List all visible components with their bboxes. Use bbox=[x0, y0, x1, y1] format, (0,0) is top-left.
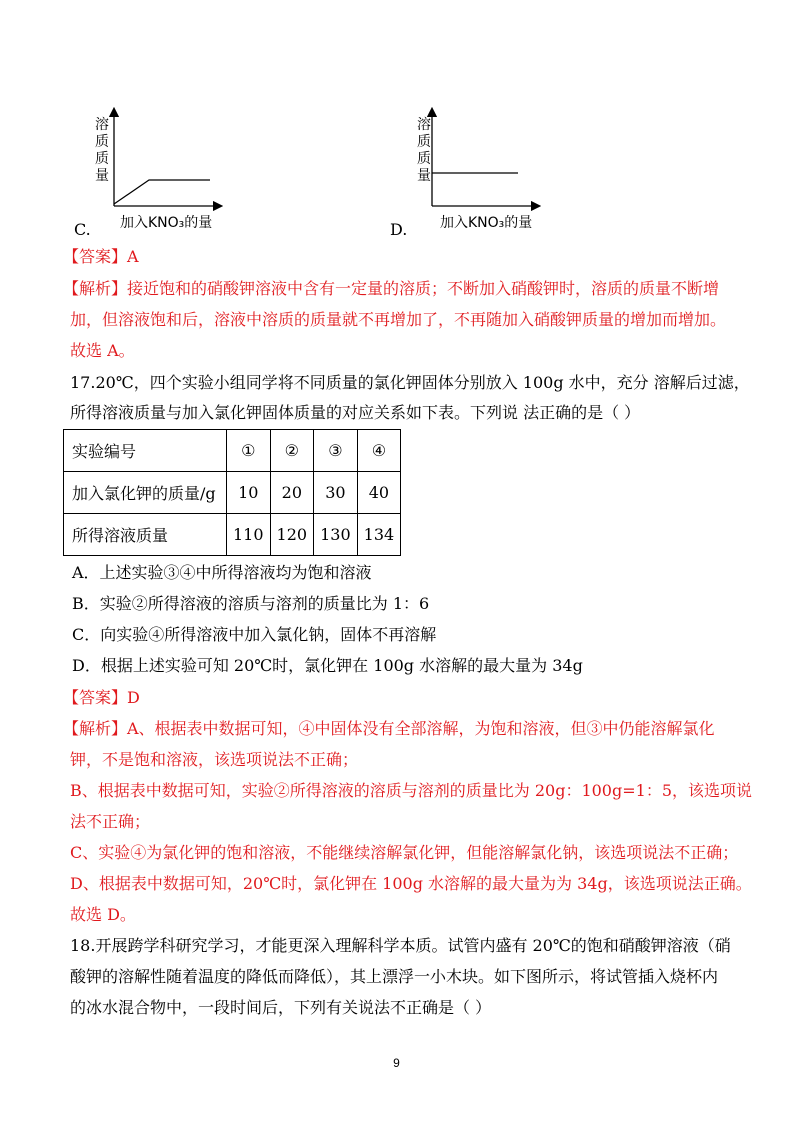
q16-answer: 【答案】A bbox=[63, 247, 139, 266]
table-header-cell: ② bbox=[270, 430, 314, 472]
graph-c-ylabel: 溶质质量 bbox=[95, 117, 109, 184]
graph-option-c bbox=[72, 100, 252, 240]
q17-stem-line-2: 所得溶液质量与加入氯化钾固体质量的对应关系如下表。下列说 法正确的是（ ） bbox=[70, 403, 641, 422]
q16-analysis-line-3: 故选 A。 bbox=[70, 341, 135, 360]
q17-option-c: C．向实验④所得溶液中加入氯化钠，固体不再溶解 bbox=[72, 625, 437, 644]
q17-option-b: B．实验②所得溶液的溶质与溶剂的质量比为 1：6 bbox=[72, 594, 430, 613]
q18-stem-line-1: 18.开展跨学科研究学习，才能更深入理解科学本质。试管内盛有 20℃的饱和硝酸钾溶液（硝 bbox=[70, 936, 731, 955]
q17-option-a: A．上述实验③④中所得溶液均为饱和溶液 bbox=[72, 563, 372, 582]
graph-d-ylabel: 溶质质量 bbox=[417, 117, 431, 184]
table-header-label: 实验编号 bbox=[64, 430, 227, 472]
table-cell: 40 bbox=[357, 472, 401, 514]
q17-analysis-line-5: C、实验④为氯化钾的饱和溶液，不能继续溶解氯化钾，但能溶解氯化钠，该选项说法不正确； bbox=[70, 843, 739, 862]
table-cell: 130 bbox=[314, 514, 358, 556]
q17-data-table bbox=[63, 429, 401, 556]
table-cell: 134 bbox=[357, 514, 401, 556]
q17-analysis-line-1: 【解析】A、根据表中数据可知，④中固体没有全部溶解，为饱和溶液，但③中仍能溶解氯化 bbox=[63, 719, 715, 738]
table-header-cell: ① bbox=[227, 430, 271, 472]
q17-analysis-line-2: 钾，不是饱和溶液，该选项说法不正确； bbox=[70, 750, 359, 769]
q17-answer: 【答案】D bbox=[63, 688, 140, 707]
graph-d-option-label: D. bbox=[390, 220, 408, 239]
q17-analysis-line-6: D、根据表中数据可知，20℃时，氯化钾在 100g 水溶解的最大量为为 34g，该选项说法正确。 bbox=[70, 874, 752, 893]
q16-analysis-line-1: 【解析】接近饱和的硝酸钾溶液中含有一定量的溶质；不断加入硝酸钾时，溶质的质量不断增 bbox=[63, 279, 720, 298]
q17-analysis-line-3: B、根据表中数据可知，实验②所得溶液的溶质与溶剂的质量比为 20g：100g=1：5，该选项说 bbox=[70, 781, 752, 800]
graph-c-xlabel: 加入KNO₃的量 bbox=[120, 215, 213, 231]
table-cell: 30 bbox=[314, 472, 358, 514]
table-row bbox=[64, 514, 401, 556]
table-cell: 120 bbox=[270, 514, 314, 556]
table-cell: 110 bbox=[227, 514, 271, 556]
q16-analysis-line-2: 加，但溶液饱和后，溶液中溶质的质量就不再增加了，不再随加入硝酸钾质量的增加而增加。 bbox=[70, 310, 727, 329]
q18-stem-line-3: 的冰水混合物中，一段时间后，下列有关说法不正确是（ ） bbox=[70, 998, 492, 1017]
q17-option-d: D．根据上述实验可知 20℃时，氯化钾在 100g 水溶解的最大量为 34g bbox=[72, 656, 583, 675]
table-cell: 20 bbox=[270, 472, 314, 514]
graph-c-option-label: C. bbox=[74, 220, 91, 239]
graph-d-xlabel: 加入KNO₃的量 bbox=[440, 215, 533, 231]
table-header-cell: ④ bbox=[357, 430, 401, 472]
graph-c-curve bbox=[114, 180, 210, 204]
table-row bbox=[64, 472, 401, 514]
q18-stem-line-2: 酸钾的溶解性随着温度的降低而降低），其上漂浮一小木块。如下图所示，将试管插入烧杯内 bbox=[70, 967, 719, 986]
table-row-label: 所得溶液质量 bbox=[64, 514, 227, 556]
table-row-label: 加入氯化钾的质量/g bbox=[64, 472, 227, 514]
page-number: 9 bbox=[393, 1056, 400, 1070]
table-row bbox=[64, 430, 401, 472]
graph-option-d bbox=[390, 100, 570, 240]
q17-analysis-line-7: 故选 D。 bbox=[70, 905, 136, 924]
q17-analysis-line-4: 法不正确； bbox=[70, 812, 151, 831]
table-header-cell: ③ bbox=[314, 430, 358, 472]
table-cell: 10 bbox=[227, 472, 271, 514]
q17-stem-line-1: 17.20℃，四个实验小组同学将不同质量的氯化钾固体分别放入 100g 水中，充分 溶解后过滤， bbox=[70, 373, 750, 392]
